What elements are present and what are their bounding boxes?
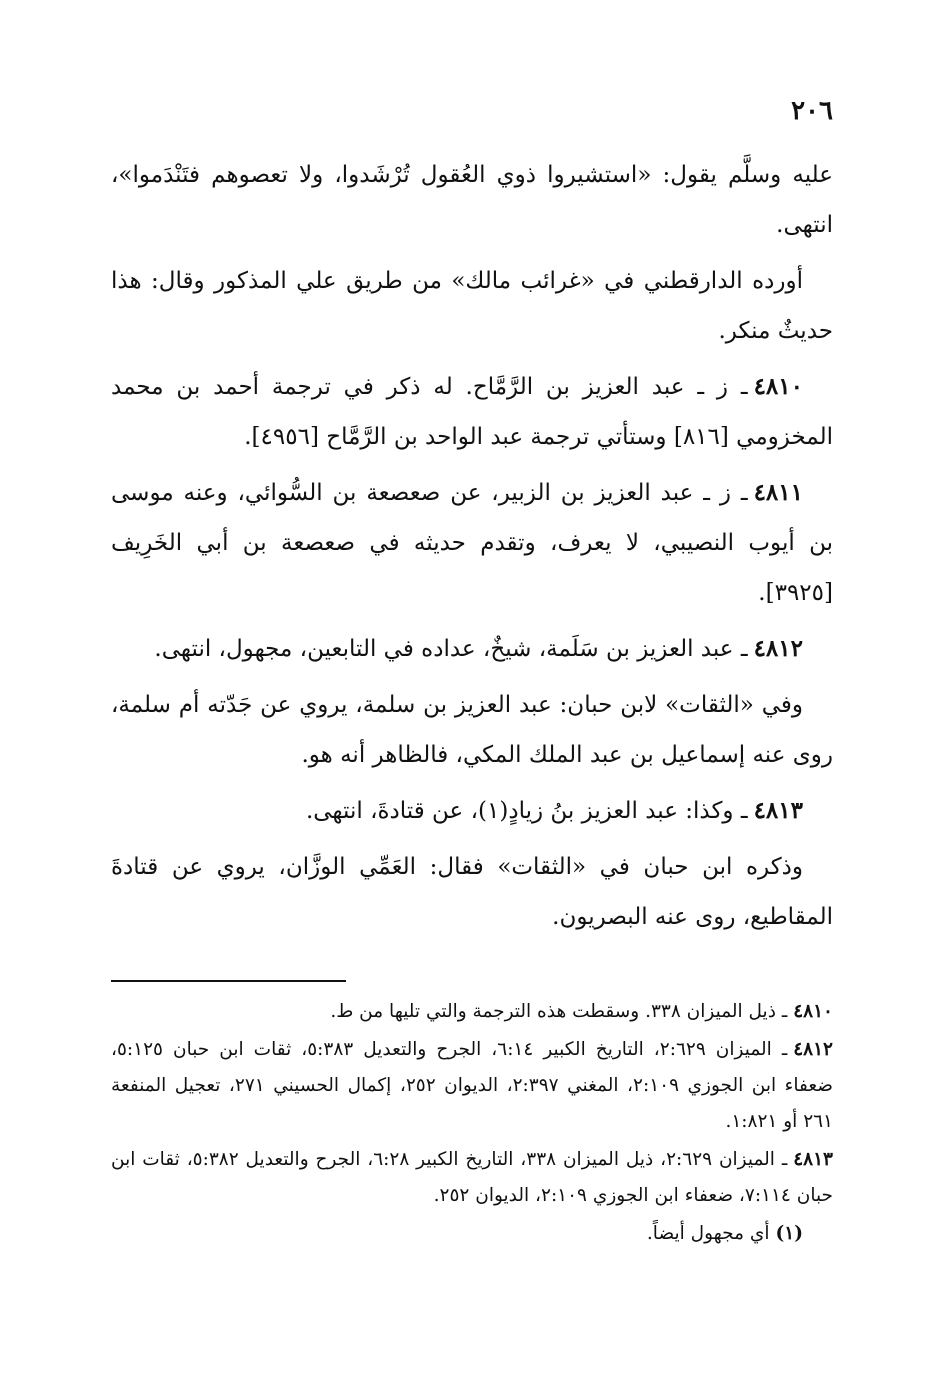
paragraph-text: ـ عبد العزيز بن سَلَمة، شيخٌ، عداده في التابعين، مجهول، انتهى.	[154, 636, 748, 662]
footnote-text: ـ الميزان ٢:٦٢٩، التاريخ الكبير ٦:١٤، الجرح والتعديل ٥:٣٨٣، ثقات ابن حبان ٥:١٢٥، ضعفاء ابن الجوزي ٢:١٠٩، المغني ٢:٣٩٧، الديوان ٢٥٢، إكمال الحسيني ٢٧١، تعجيل المنفعة ٢٦١ أو ١:٨٢١.	[111, 1039, 834, 1132]
footnote	[111, 1142, 833, 1214]
paragraph-text: ـ ز ـ عبد العزيز بن الزبير، عن صعصعة بن السُّوائي، وعنه موسى بن أيوب النصيبي، لا يعرف، وتقدم حديثه في صعصعة بن أبي الخَرِيف [٣٩٢٥].	[111, 480, 833, 606]
page-number: ٢٠٦	[791, 96, 833, 126]
entry-number: ٤٨١٣	[753, 797, 803, 824]
paragraph	[111, 256, 833, 356]
paragraph	[111, 150, 833, 250]
entry-number: ٤٨١٠	[753, 373, 803, 400]
footnote-text: أي مجهول أيضاً.	[646, 1223, 770, 1244]
footnote	[111, 994, 833, 1030]
paragraph-text: ـ وكذا: عبد العزيز بنُ زيادٍ(١)، عن قتادةَ، انتهى.	[305, 798, 748, 824]
footnote-number: (١)	[775, 1223, 803, 1244]
paragraph-text: وذكره ابن حبان في «الثقات» فقال: العَمِّي الوزَّان، يروي عن قتادةَ المقاطيع، روى عنه البصريون.	[111, 854, 833, 930]
entry-paragraph	[111, 786, 833, 836]
paragraph-text: وفي «الثقات» لابن حبان: عبد العزيز بن سلمة، يروي عن جَدّته أم سلمة، روى عنه إسماعيل بن عبد الملك المكي، فالظاهر أنه هو.	[111, 692, 833, 768]
footnote-text: ـ ذيل الميزان ٣٣٨. وسقطت هذه الترجمة والتي تليها من ط.	[330, 1001, 788, 1022]
footnote-number: ٤٨١٣	[793, 1149, 833, 1170]
footnote-number: ٤٨١٠	[793, 1001, 833, 1022]
paragraph-text: عليه وسلَّم يقول: «استشيروا ذوي العُقول تُرْشَدوا، ولا تعصوهم فتَنْدَموا»، انتهى.	[111, 162, 833, 238]
entry-paragraph	[111, 624, 833, 674]
entry-paragraph	[111, 362, 833, 462]
entry-number: ٤٨١١	[753, 479, 803, 506]
paragraph-text: ـ ز ـ عبد العزيز بن الرَّمَّاح. له ذكر في ترجمة أحمد بن محمد المخزومي [٨١٦] وستأتي ترجمة عبد الواحد بن الرَّمَّاح [٤٩٥٦].	[111, 374, 833, 450]
entry-paragraph	[111, 468, 833, 618]
footnote	[111, 1032, 833, 1140]
footnote-text: ـ الميزان ٢:٦٢٩، ذيل الميزان ٣٣٨، التاريخ الكبير ٦:٢٨، الجرح والتعديل ٥:٣٨٢، ثقات ابن حبان ٧:١١٤، ضعفاء ابن الجوزي ٢:١٠٩، الديوان ٢٥٢.	[111, 1149, 833, 1206]
footnote-number: ٤٨١٢	[793, 1039, 833, 1060]
paragraph	[111, 680, 833, 780]
main-text	[111, 150, 833, 948]
entry-number: ٤٨١٢	[753, 635, 803, 662]
paragraph-text: أورده الدارقطني في «غرائب مالك» من طريق علي المذكور وقال: هذا حديثٌ منكر.	[111, 268, 833, 344]
footnotes	[111, 994, 833, 1254]
divider-line	[111, 980, 346, 982]
footnote	[111, 1216, 833, 1252]
paragraph	[111, 842, 833, 942]
